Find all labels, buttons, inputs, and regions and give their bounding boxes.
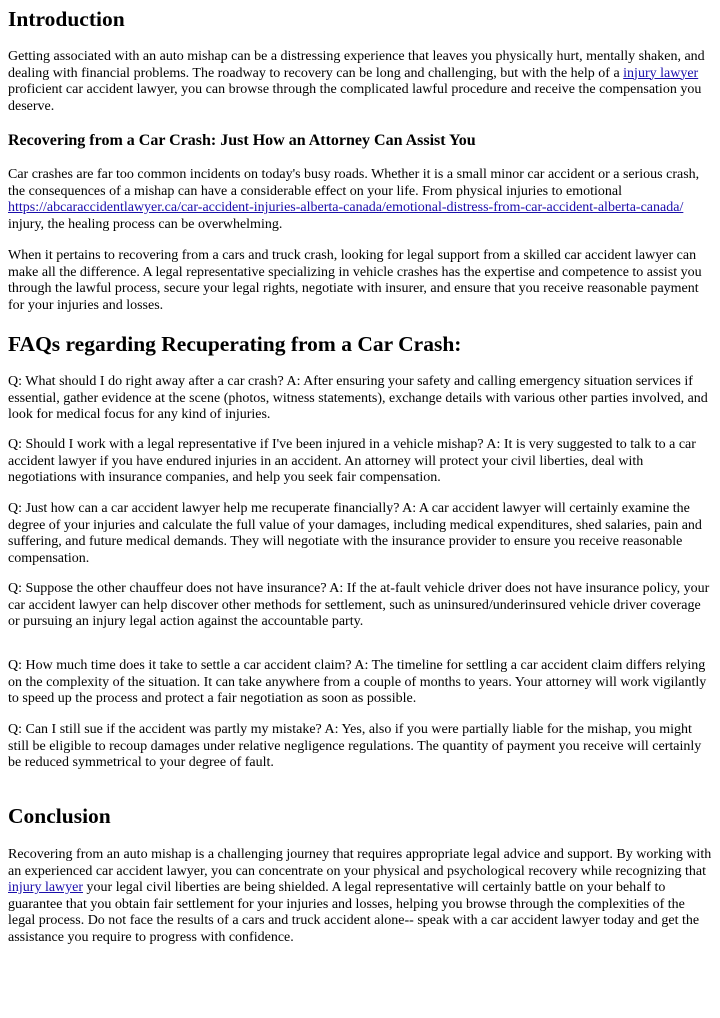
faq-item: Q: Just how can a car accident lawyer help me recuperate financially? A: A car accident lawyer will certainly examine the degree of your injuries and calculate the full value of your damages, including medical expenditures, shed salaries, pain and suffering, and future medical demands. They will negotiate with the insurance provider to ensure you receive reasonable compensation. bbox=[8, 501, 702, 566]
faq-item: Q: What should I do right away after a car crash? A: After ensuring your safety and calling emergency situation services if essential, gather evidence at the scene (photos, witness statements), exchange details with various other parties involved, and look for medical focus for any kind of injuries. bbox=[8, 374, 708, 422]
recovering-paragraph-1 bbox=[8, 167, 712, 233]
introduction-text-start: Getting associated with an auto mishap can be a distressing experience that leaves you physically hurt, mentally shaken, and dealing with financial problems. The roadway to recovery can be long and challenging, but with the help of a bbox=[8, 49, 705, 81]
introduction-heading: Introduction bbox=[8, 7, 125, 31]
injury-lawyer-link[interactable]: injury lawyer bbox=[623, 65, 699, 81]
introduction-paragraph bbox=[8, 49, 712, 115]
recovering-p1-text-start: Car crashes are far too common incidents on today's busy roads. Whether it is a small minor car accident or a serious crash, the consequences of a mishap can have a considerable effect on your life. From physical injuries to emotional bbox=[8, 167, 700, 199]
conclusion-text-start: Recovering from an auto mishap is a challenging journey that requires appropriate legal advice and support. By working with an experienced car accident lawyer, you can concentrate on your physical and psychological recovery while recognizing that bbox=[8, 847, 712, 879]
faq-item: Q: Should I work with a legal representative if I've been injured in a vehicle mishap? A: It is very suggested to talk to a car accident lawyer if you have endured injuries in an accident. An attorney will protect your civil liberties, deal with negotiations with insurance companies, and help you seek fair compensation. bbox=[8, 437, 696, 485]
introduction-text-end: proficient car accident lawyer, you can browse through the complicated lawful procedure and receive the compensation you deserve. bbox=[8, 82, 702, 114]
faq-item: Q: How much time does it take to settle a car accident claim? A: The timeline for settling a car accident claim differs relying on the complexity of the situation. It can take anywhere from a couple of months to years. Your attorney will work vigilantly to speed up the process and protect a fair negotiation as soon as possible. bbox=[8, 658, 707, 706]
emotional-distress-link[interactable]: https://abcaraccidentlawyer.ca/car-accident-injuries-alberta-canada/emotional-distress-from-car-accident-alberta-canada/ bbox=[8, 200, 684, 215]
conclusion-text-end: your legal civil liberties are being shielded. A legal representative will certainly battle on your behalf to guarantee that you obtain fair settlement for your injuries and losses, helping you browse through the complexities of the legal process. Do not face the results of a cars and truck accident alone-- speak with a car accident lawyer today and get the assistance you require to progress with confidence. bbox=[8, 880, 700, 945]
recovering-paragraph-2: When it pertains to recovering from a cars and truck crash, looking for legal support from a skilled car accident lawyer can make all the difference. A legal representative specializing in vehicle crashes has the expertise and competence to assist you through the lawful process, secure your legal rights, negotiate with insurer, and ensure that you receive reasonable payment for your injuries and losses. bbox=[8, 248, 702, 313]
recovering-section-heading: Recovering from a Car Crash: Just How an Attorney Can Assist You bbox=[8, 132, 476, 149]
faq-item: Q: Can I still sue if the accident was partly my mistake? A: Yes, also if you were partially liable for the mishap, you might still be eligible to recoup damages under relative negligence regulations. The quantity of payment you receive will certainly be reduced symmetrical to your degree of fault. bbox=[8, 722, 702, 770]
conclusion-paragraph bbox=[8, 847, 712, 946]
faq-item: Q: Suppose the other chauffeur does not have insurance? A: If the at-fault vehicle driver does not have insurance policy, your car accident lawyer can help discover other methods for settlement, such as uninsured/underinsured vehicle driver coverage or pursuing an injury legal action against the accountable party. bbox=[8, 581, 710, 629]
faqs-heading: FAQs regarding Recuperating from a Car Crash: bbox=[8, 332, 462, 356]
injury-lawyer-link[interactable]: injury lawyer bbox=[8, 880, 84, 895]
conclusion-heading: Conclusion bbox=[8, 804, 111, 828]
recovering-p1-text-end: injury, the healing process can be overwhelming. bbox=[8, 216, 283, 232]
